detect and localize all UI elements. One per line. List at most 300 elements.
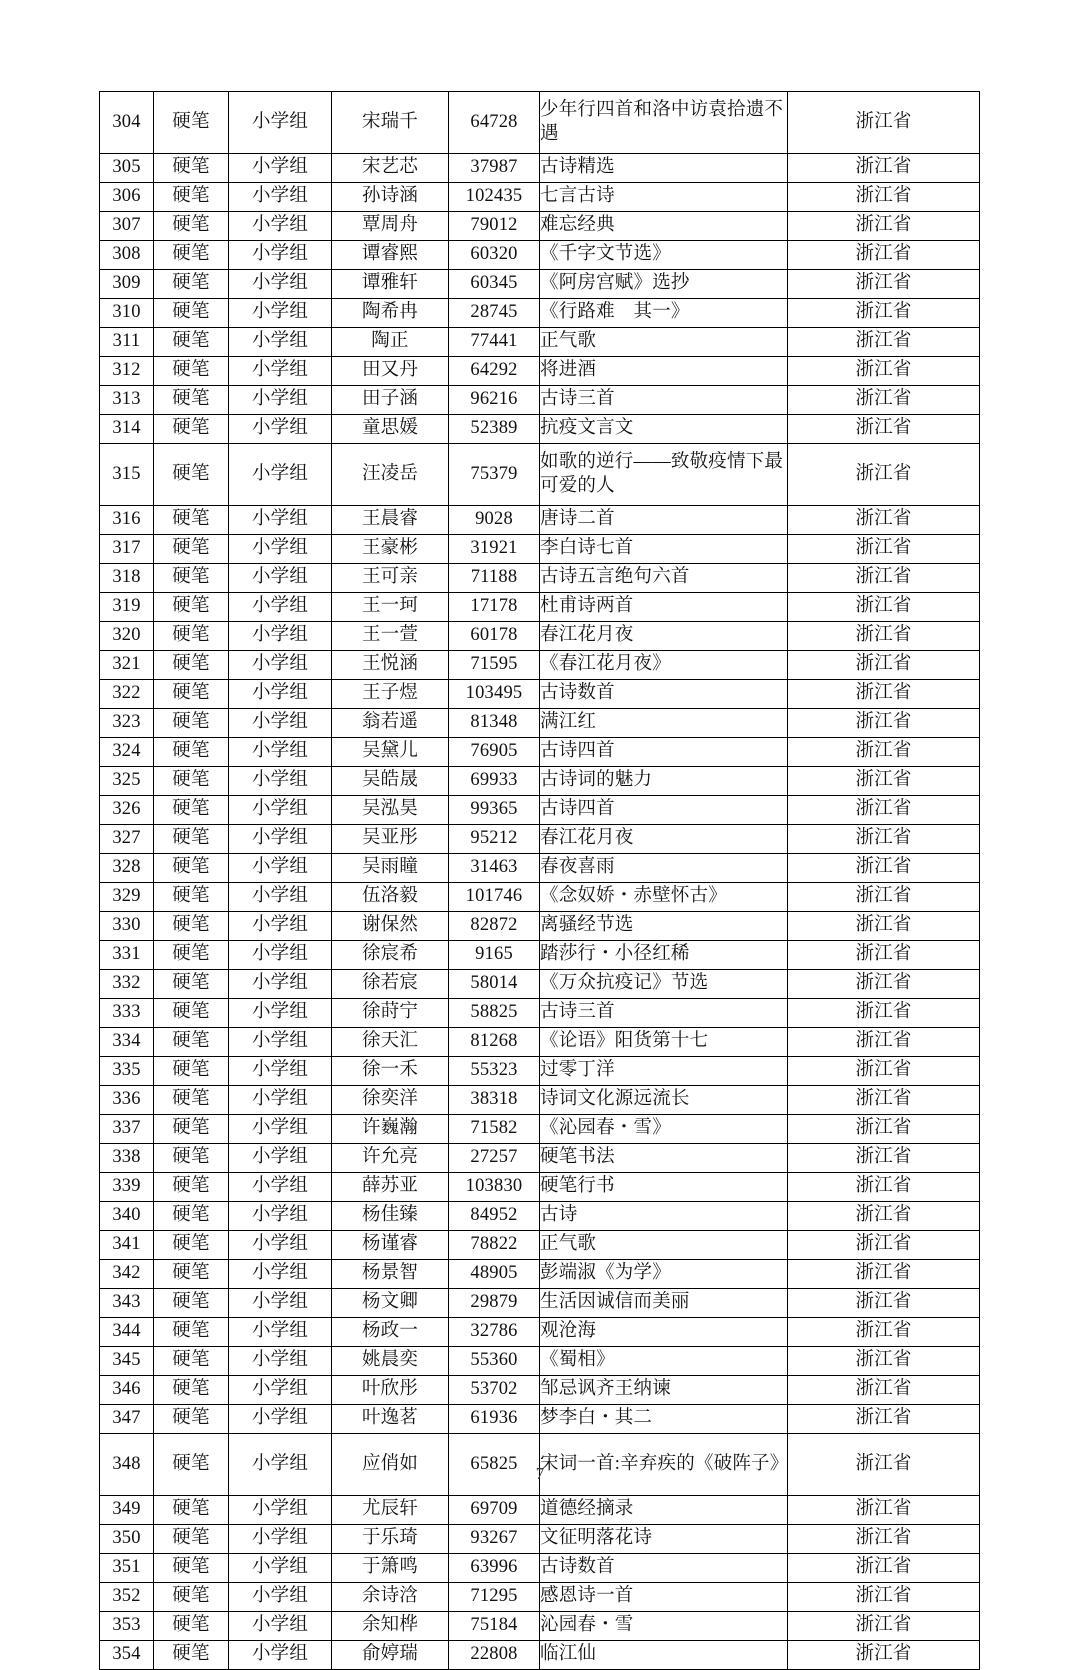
cell-group: 小学组	[229, 1405, 332, 1434]
cell-sequence: 306	[100, 183, 154, 212]
table-row	[100, 564, 980, 593]
cell-name: 伍洛毅	[332, 883, 449, 912]
cell-category: 硬笔	[154, 1144, 229, 1173]
cell-sequence: 323	[100, 709, 154, 738]
cell-code: 81348	[449, 709, 540, 738]
cell-code: 64728	[449, 92, 540, 154]
cell-work-title	[540, 1057, 788, 1086]
cell-name: 翁若遥	[332, 709, 449, 738]
cell-name: 叶欣彤	[332, 1376, 449, 1405]
cell-sequence: 322	[100, 680, 154, 709]
cell-name: 徐奕洋	[332, 1086, 449, 1115]
cell-sequence: 329	[100, 883, 154, 912]
cell-work-title	[540, 1496, 788, 1525]
cell-work-title	[540, 92, 788, 154]
cell-sequence: 318	[100, 564, 154, 593]
cell-group: 小学组	[229, 1028, 332, 1057]
cell-province: 浙江省	[788, 738, 980, 767]
cell-province: 浙江省	[788, 767, 980, 796]
work-title-text: 《沁园春・雪》	[540, 1118, 671, 1139]
cell-province: 浙江省	[788, 357, 980, 386]
cell-group: 小学组	[229, 1318, 332, 1347]
work-title-text: 春江花月夜	[540, 828, 634, 849]
cell-code: 48905	[449, 1260, 540, 1289]
cell-province: 浙江省	[788, 535, 980, 564]
work-title-text: 春江花月夜	[540, 625, 634, 646]
cell-code: 79012	[449, 212, 540, 241]
cell-sequence: 352	[100, 1583, 154, 1612]
cell-name: 尤辰轩	[332, 1496, 449, 1525]
work-title-text: 古诗	[540, 1205, 578, 1226]
work-title-text: 《论语》阳货第十七	[540, 1031, 709, 1052]
cell-group: 小学组	[229, 92, 332, 154]
cell-work-title	[540, 651, 788, 680]
table-row	[100, 912, 980, 941]
cell-name: 杨景智	[332, 1260, 449, 1289]
cell-group: 小学组	[229, 535, 332, 564]
cell-group: 小学组	[229, 299, 332, 328]
cell-code: 38318	[449, 1086, 540, 1115]
cell-province: 浙江省	[788, 183, 980, 212]
cell-province: 浙江省	[788, 1115, 980, 1144]
cell-group: 小学组	[229, 651, 332, 680]
table-row	[100, 212, 980, 241]
work-title-text: 梦李白・其二	[540, 1408, 653, 1429]
table-row	[100, 1115, 980, 1144]
cell-name: 姚晨奕	[332, 1347, 449, 1376]
cell-sequence: 309	[100, 270, 154, 299]
cell-work-title	[540, 1086, 788, 1115]
cell-work-title	[540, 154, 788, 183]
work-title-text: 少年行四首和洛中访袁拾遗不遇	[540, 99, 784, 144]
cell-name: 吴泓昊	[332, 796, 449, 825]
cell-province: 浙江省	[788, 1376, 980, 1405]
cell-work-title	[540, 1231, 788, 1260]
cell-group: 小学组	[229, 680, 332, 709]
cell-group: 小学组	[229, 1057, 332, 1086]
cell-province: 浙江省	[788, 1173, 980, 1202]
work-title-text: 生活因诚信而美丽	[540, 1292, 690, 1313]
cell-sequence: 347	[100, 1405, 154, 1434]
cell-name: 俞婷瑞	[332, 1641, 449, 1670]
cell-work-title	[540, 1289, 788, 1318]
work-title-text: 离骚经节选	[540, 915, 634, 936]
cell-province: 浙江省	[788, 299, 980, 328]
cell-work-title	[540, 506, 788, 535]
cell-work-title	[540, 241, 788, 270]
cell-category: 硬笔	[154, 1376, 229, 1405]
work-title-text: 古诗数首	[540, 683, 615, 704]
cell-code: 81268	[449, 1028, 540, 1057]
table-row	[100, 1144, 980, 1173]
cell-province: 浙江省	[788, 270, 980, 299]
cell-name: 余诗浛	[332, 1583, 449, 1612]
cell-name: 田子涵	[332, 386, 449, 415]
cell-category: 硬笔	[154, 1202, 229, 1231]
cell-category: 硬笔	[154, 970, 229, 999]
cell-work-title	[540, 738, 788, 767]
cell-category: 硬笔	[154, 1028, 229, 1057]
cell-code: 69933	[449, 767, 540, 796]
cell-name: 吴黛儿	[332, 738, 449, 767]
cell-category: 硬笔	[154, 1347, 229, 1376]
cell-code: 96216	[449, 386, 540, 415]
cell-sequence: 335	[100, 1057, 154, 1086]
cell-province: 浙江省	[788, 709, 980, 738]
cell-province: 浙江省	[788, 999, 980, 1028]
cell-code: 32786	[449, 1318, 540, 1347]
cell-code: 69709	[449, 1496, 540, 1525]
table-row	[100, 1289, 980, 1318]
cell-group: 小学组	[229, 825, 332, 854]
cell-sequence: 332	[100, 970, 154, 999]
cell-work-title	[540, 1583, 788, 1612]
cell-code: 31463	[449, 854, 540, 883]
cell-province: 浙江省	[788, 796, 980, 825]
table-row	[100, 767, 980, 796]
cell-category: 硬笔	[154, 1612, 229, 1641]
cell-work-title	[540, 767, 788, 796]
cell-work-title	[540, 593, 788, 622]
table-row	[100, 506, 980, 535]
cell-sequence: 345	[100, 1347, 154, 1376]
table-row	[100, 1376, 980, 1405]
cell-group: 小学组	[229, 154, 332, 183]
table-row	[100, 357, 980, 386]
cell-group: 小学组	[229, 854, 332, 883]
cell-code: 103830	[449, 1173, 540, 1202]
cell-name: 汪凌岳	[332, 444, 449, 506]
cell-category: 硬笔	[154, 1318, 229, 1347]
cell-work-title	[540, 1554, 788, 1583]
work-title-text: 李白诗七首	[540, 538, 634, 559]
cell-name: 薛苏亚	[332, 1173, 449, 1202]
cell-category: 硬笔	[154, 506, 229, 535]
cell-group: 小学组	[229, 1583, 332, 1612]
cell-work-title	[540, 796, 788, 825]
cell-category: 硬笔	[154, 154, 229, 183]
cell-category: 硬笔	[154, 825, 229, 854]
cell-group: 小学组	[229, 999, 332, 1028]
table-row	[100, 1583, 980, 1612]
cell-code: 53702	[449, 1376, 540, 1405]
work-title-text: 唐诗二首	[540, 509, 615, 530]
cell-name: 徐天汇	[332, 1028, 449, 1057]
work-title-text: 古诗五言绝句六首	[540, 567, 690, 588]
cell-sequence: 319	[100, 593, 154, 622]
table-row	[100, 1202, 980, 1231]
cell-category: 硬笔	[154, 241, 229, 270]
cell-province: 浙江省	[788, 444, 980, 506]
cell-work-title	[540, 1641, 788, 1670]
cell-name: 徐宸希	[332, 941, 449, 970]
cell-work-title	[540, 825, 788, 854]
cell-province: 浙江省	[788, 212, 980, 241]
cell-category: 硬笔	[154, 1231, 229, 1260]
cell-work-title	[540, 970, 788, 999]
cell-sequence: 305	[100, 154, 154, 183]
cell-category: 硬笔	[154, 738, 229, 767]
cell-province: 浙江省	[788, 1434, 980, 1496]
work-title-text: 邹忌讽齐王纳谏	[540, 1379, 671, 1400]
cell-name: 于箫鸣	[332, 1554, 449, 1583]
cell-group: 小学组	[229, 709, 332, 738]
cell-sequence: 316	[100, 506, 154, 535]
cell-code: 93267	[449, 1525, 540, 1554]
cell-category: 硬笔	[154, 1086, 229, 1115]
cell-province: 浙江省	[788, 1260, 980, 1289]
cell-group: 小学组	[229, 1231, 332, 1260]
table-row	[100, 1554, 980, 1583]
cell-category: 硬笔	[154, 883, 229, 912]
cell-sequence: 343	[100, 1289, 154, 1318]
table-row	[100, 1496, 980, 1525]
cell-code: 58825	[449, 999, 540, 1028]
cell-category: 硬笔	[154, 1289, 229, 1318]
cell-category: 硬笔	[154, 941, 229, 970]
table-row	[100, 796, 980, 825]
cell-group: 小学组	[229, 1347, 332, 1376]
cell-group: 小学组	[229, 767, 332, 796]
work-title-text: 正气歌	[540, 1234, 597, 1255]
table-row	[100, 680, 980, 709]
cell-group: 小学组	[229, 1115, 332, 1144]
cell-province: 浙江省	[788, 506, 980, 535]
work-title-text: 将进酒	[540, 360, 597, 381]
cell-code: 9165	[449, 941, 540, 970]
cell-group: 小学组	[229, 241, 332, 270]
cell-category: 硬笔	[154, 622, 229, 651]
cell-province: 浙江省	[788, 825, 980, 854]
work-title-text: 如歌的逆行——致敬疫情下最可爱的人	[540, 451, 784, 496]
cell-code: 27257	[449, 1144, 540, 1173]
cell-work-title	[540, 941, 788, 970]
cell-code: 22808	[449, 1641, 540, 1670]
work-title-text: 古诗精选	[540, 157, 615, 178]
cell-category: 硬笔	[154, 1260, 229, 1289]
cell-sequence: 334	[100, 1028, 154, 1057]
cell-group: 小学组	[229, 796, 332, 825]
cell-code: 75184	[449, 1612, 540, 1641]
cell-group: 小学组	[229, 593, 332, 622]
cell-category: 硬笔	[154, 357, 229, 386]
cell-sequence: 340	[100, 1202, 154, 1231]
work-title-text: 满江红	[540, 712, 597, 733]
table-row	[100, 535, 980, 564]
cell-sequence: 311	[100, 328, 154, 357]
work-title-text: 古诗四首	[540, 799, 615, 820]
cell-code: 76905	[449, 738, 540, 767]
cell-group: 小学组	[229, 386, 332, 415]
cell-category: 硬笔	[154, 999, 229, 1028]
cell-sequence: 342	[100, 1260, 154, 1289]
cell-name: 王一珂	[332, 593, 449, 622]
page-number: 7	[535, 1464, 545, 1483]
cell-work-title	[540, 1347, 788, 1376]
cell-group: 小学组	[229, 1525, 332, 1554]
cell-code: 71582	[449, 1115, 540, 1144]
cell-name: 徐一禾	[332, 1057, 449, 1086]
cell-province: 浙江省	[788, 1347, 980, 1376]
cell-category: 硬笔	[154, 1405, 229, 1434]
cell-sequence: 307	[100, 212, 154, 241]
cell-code: 63996	[449, 1554, 540, 1583]
cell-group: 小学组	[229, 622, 332, 651]
cell-code: 82872	[449, 912, 540, 941]
cell-province: 浙江省	[788, 941, 980, 970]
cell-province: 浙江省	[788, 883, 980, 912]
cell-group: 小学组	[229, 1496, 332, 1525]
cell-category: 硬笔	[154, 415, 229, 444]
cell-code: 60178	[449, 622, 540, 651]
cell-province: 浙江省	[788, 328, 980, 357]
table-row	[100, 1525, 980, 1554]
cell-category: 硬笔	[154, 854, 229, 883]
cell-group: 小学组	[229, 212, 332, 241]
cell-province: 浙江省	[788, 386, 980, 415]
cell-code: 64292	[449, 357, 540, 386]
cell-group: 小学组	[229, 1144, 332, 1173]
work-title-text: 《阿房宫赋》选抄	[540, 273, 690, 294]
cell-name: 王豪彬	[332, 535, 449, 564]
table-row	[100, 1028, 980, 1057]
cell-group: 小学组	[229, 415, 332, 444]
cell-work-title	[540, 709, 788, 738]
table-row	[100, 709, 980, 738]
cell-category: 硬笔	[154, 1583, 229, 1612]
cell-sequence: 354	[100, 1641, 154, 1670]
work-title-text: 过零丁洋	[540, 1060, 615, 1081]
cell-province: 浙江省	[788, 154, 980, 183]
cell-category: 硬笔	[154, 1115, 229, 1144]
work-title-text: 《行路难 其一》	[540, 302, 690, 323]
work-title-text: 硬笔行书	[540, 1176, 615, 1197]
cell-name: 陶希冉	[332, 299, 449, 328]
cell-code: 78822	[449, 1231, 540, 1260]
cell-name: 谢保然	[332, 912, 449, 941]
cell-code: 29879	[449, 1289, 540, 1318]
table-row	[100, 883, 980, 912]
work-title-text: 古诗三首	[540, 389, 615, 410]
cell-code: 55323	[449, 1057, 540, 1086]
cell-category: 硬笔	[154, 270, 229, 299]
table-row	[100, 241, 980, 270]
table-row	[100, 999, 980, 1028]
cell-work-title	[540, 1318, 788, 1347]
table-row	[100, 1405, 980, 1434]
cell-category: 硬笔	[154, 92, 229, 154]
cell-name: 叶逸茗	[332, 1405, 449, 1434]
cell-category: 硬笔	[154, 709, 229, 738]
cell-code: 84952	[449, 1202, 540, 1231]
work-title-text: 《念奴娇・赤壁怀古》	[540, 886, 728, 907]
work-title-text: 临江仙	[540, 1644, 597, 1665]
cell-sequence: 313	[100, 386, 154, 415]
cell-work-title	[540, 1376, 788, 1405]
table-row	[100, 1086, 980, 1115]
table-row	[100, 444, 980, 506]
cell-sequence: 330	[100, 912, 154, 941]
cell-code: 60345	[449, 270, 540, 299]
cell-code: 31921	[449, 535, 540, 564]
cell-category: 硬笔	[154, 299, 229, 328]
cell-category: 硬笔	[154, 1173, 229, 1202]
roster-table-body	[100, 92, 980, 1670]
cell-province: 浙江省	[788, 564, 980, 593]
cell-province: 浙江省	[788, 680, 980, 709]
cell-name: 许巍瀚	[332, 1115, 449, 1144]
cell-code: 52389	[449, 415, 540, 444]
work-title-text: 诗词文化源远流长	[540, 1089, 690, 1110]
work-title-text: 古诗数首	[540, 1557, 615, 1578]
cell-province: 浙江省	[788, 1028, 980, 1057]
work-title-text: 古诗四首	[540, 741, 615, 762]
cell-work-title	[540, 415, 788, 444]
table-row	[100, 386, 980, 415]
table-row	[100, 1641, 980, 1670]
cell-sequence: 314	[100, 415, 154, 444]
cell-sequence: 320	[100, 622, 154, 651]
cell-name: 王晨睿	[332, 506, 449, 535]
cell-work-title	[540, 212, 788, 241]
cell-code: 95212	[449, 825, 540, 854]
cell-group: 小学组	[229, 444, 332, 506]
cell-work-title	[540, 535, 788, 564]
cell-group: 小学组	[229, 1554, 332, 1583]
cell-province: 浙江省	[788, 1057, 980, 1086]
cell-group: 小学组	[229, 1260, 332, 1289]
cell-category: 硬笔	[154, 1057, 229, 1086]
cell-name: 王一萱	[332, 622, 449, 651]
work-title-text: 难忘经典	[540, 215, 615, 236]
cell-work-title	[540, 299, 788, 328]
cell-name: 王悦涵	[332, 651, 449, 680]
cell-province: 浙江省	[788, 622, 980, 651]
cell-sequence: 353	[100, 1612, 154, 1641]
table-row	[100, 92, 980, 154]
cell-sequence: 333	[100, 999, 154, 1028]
cell-category: 硬笔	[154, 1434, 229, 1496]
cell-category: 硬笔	[154, 1496, 229, 1525]
table-row	[100, 651, 980, 680]
cell-sequence: 324	[100, 738, 154, 767]
cell-category: 硬笔	[154, 1554, 229, 1583]
cell-province: 浙江省	[788, 1641, 980, 1670]
cell-code: 65825	[449, 1434, 540, 1496]
cell-sequence: 325	[100, 767, 154, 796]
work-title-text: 彭端淑《为学》	[540, 1263, 671, 1284]
cell-work-title	[540, 680, 788, 709]
cell-name: 孙诗涵	[332, 183, 449, 212]
cell-work-title	[540, 564, 788, 593]
work-title-text: 《千字文节选》	[540, 244, 671, 265]
table-row	[100, 941, 980, 970]
table-row	[100, 183, 980, 212]
cell-sequence: 339	[100, 1173, 154, 1202]
cell-group: 小学组	[229, 738, 332, 767]
cell-name: 覃周舟	[332, 212, 449, 241]
cell-work-title	[540, 622, 788, 651]
table-row	[100, 328, 980, 357]
cell-province: 浙江省	[788, 1318, 980, 1347]
cell-sequence: 310	[100, 299, 154, 328]
table-row	[100, 1347, 980, 1376]
cell-name: 徐若宸	[332, 970, 449, 999]
cell-group: 小学组	[229, 1202, 332, 1231]
cell-name: 应俏如	[332, 1434, 449, 1496]
cell-code: 103495	[449, 680, 540, 709]
work-title-text: 七言古诗	[540, 186, 615, 207]
